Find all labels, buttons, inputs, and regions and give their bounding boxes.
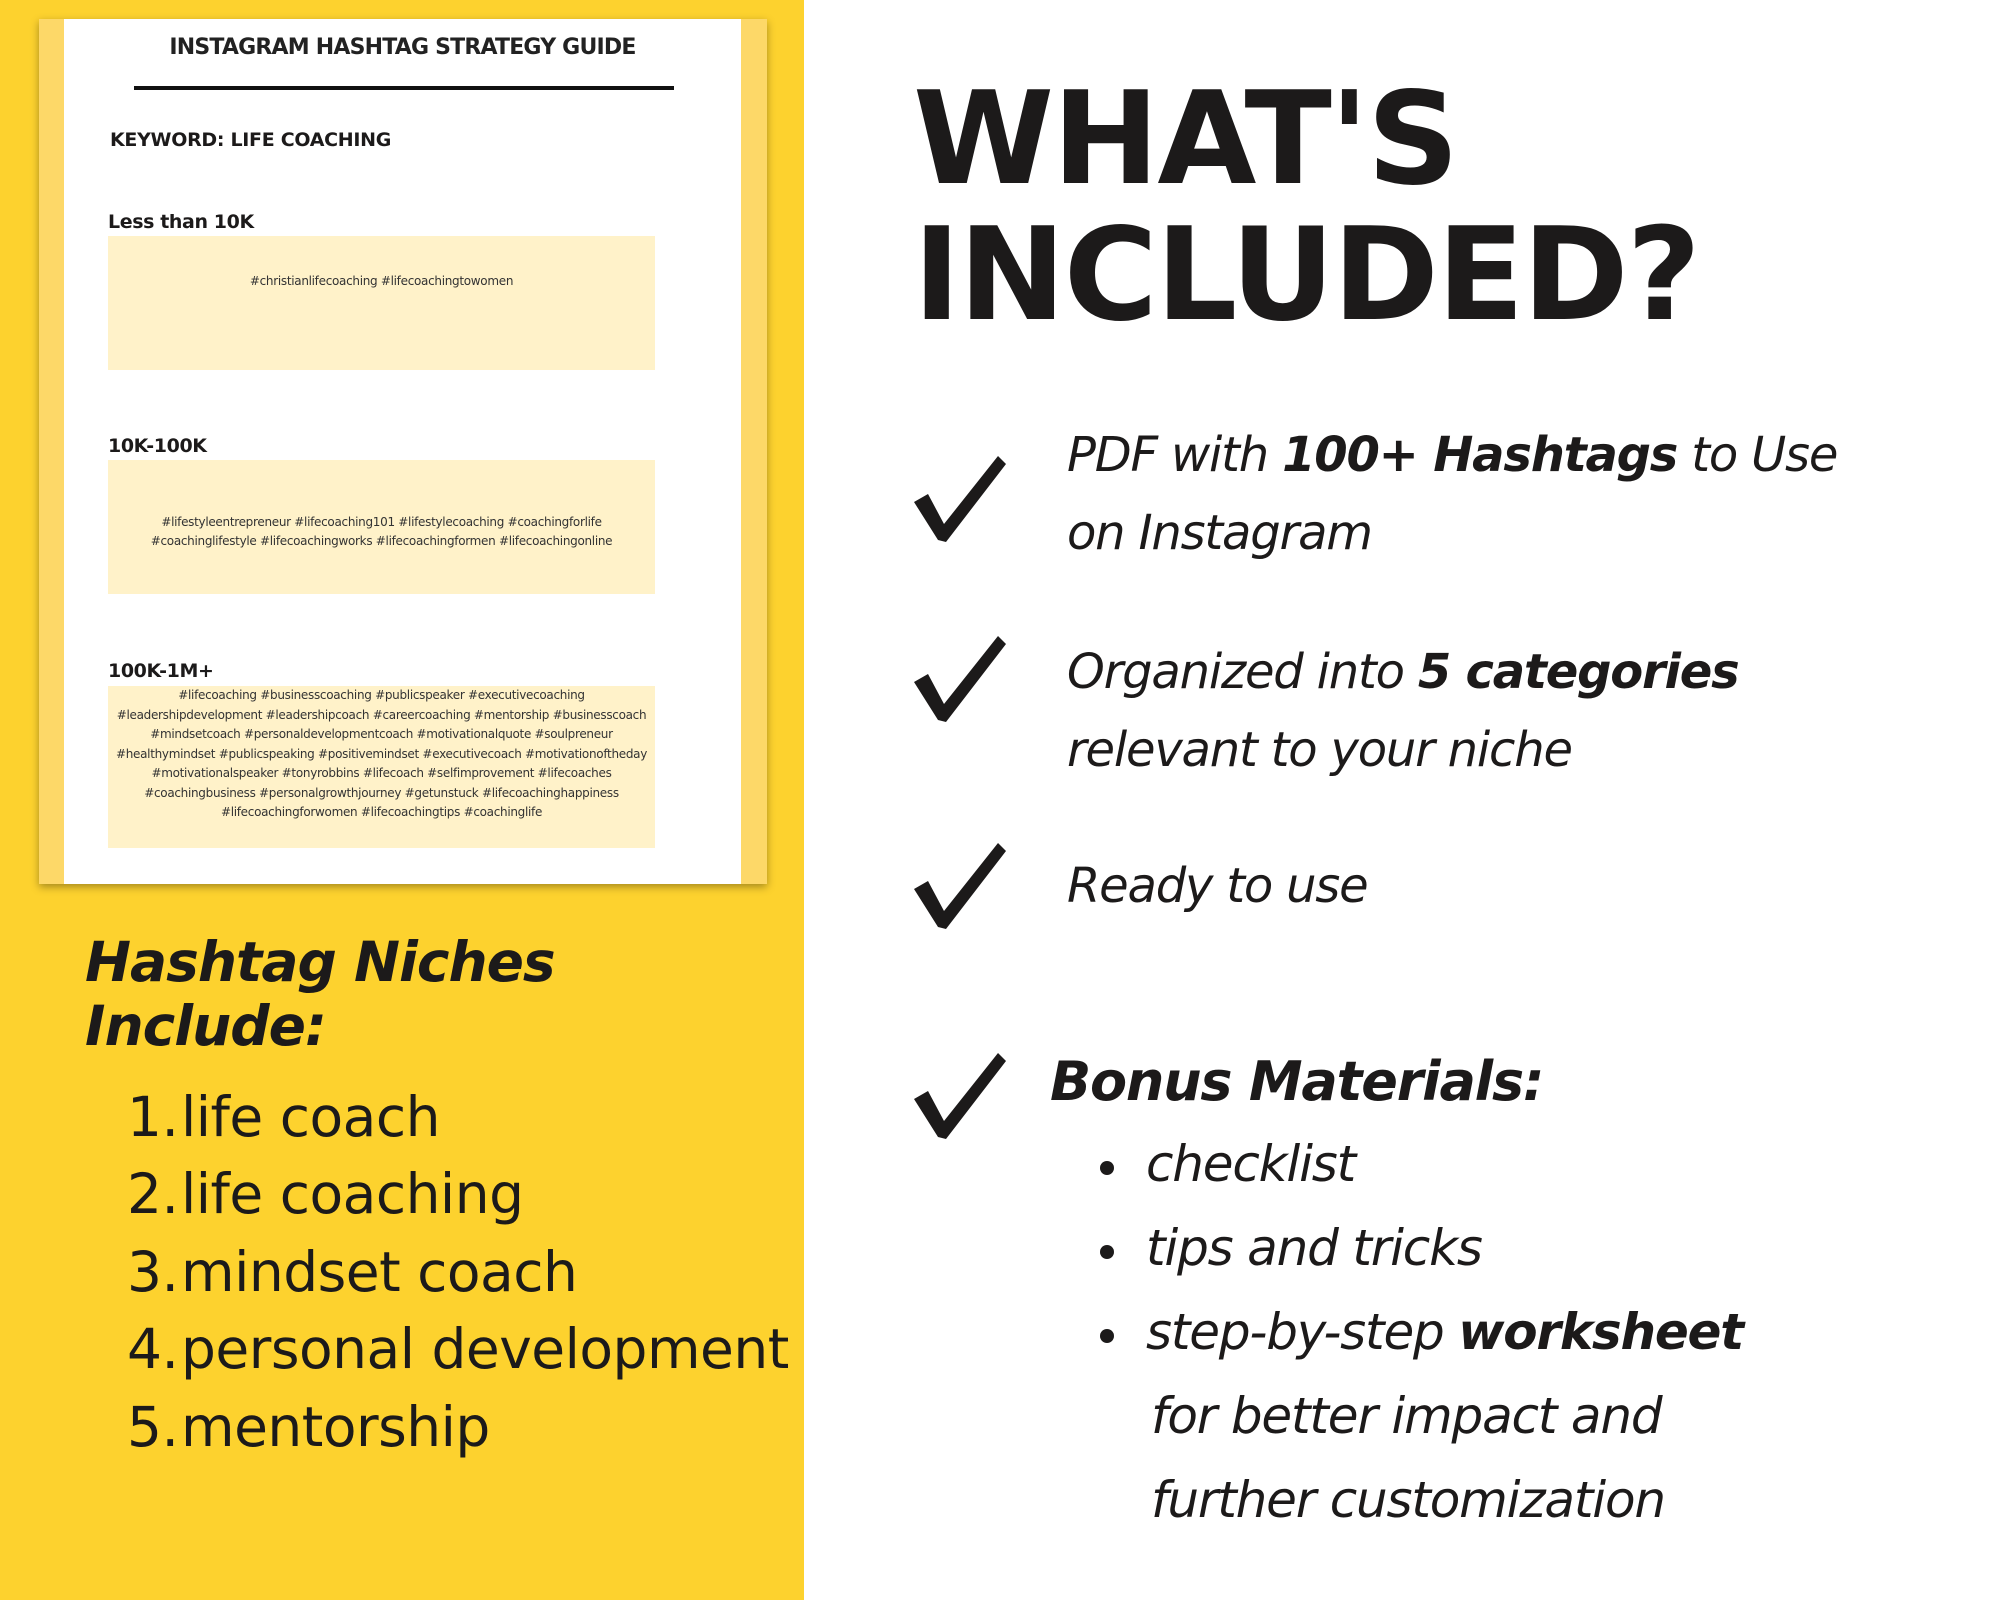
- bonus-title: Bonus Materials:: [1050, 1050, 1544, 1113]
- guide-page: [64, 19, 741, 884]
- niche-label: personal development: [181, 1317, 789, 1381]
- hashtag-box: [108, 236, 655, 370]
- niche-item: [127, 1162, 524, 1226]
- guide-preview: [39, 19, 767, 884]
- niche-item: [127, 1395, 490, 1459]
- hashtag-text: #lifestyleentrepreneur #lifecoaching101 #lifestylecoaching #coachingforlife #coachinglifestyle #lifecoachingworks #lifecoachingformen #lifecoachingonline: [150, 514, 613, 548]
- heading-line-1: WHAT'S: [913, 65, 1458, 214]
- niche-number: 5.: [127, 1395, 179, 1459]
- heading-line-2: INCLUDED?: [913, 201, 1699, 350]
- tier-label: 10K-100K: [108, 435, 207, 457]
- bonus-item-cont: for better impact and: [1151, 1387, 1662, 1445]
- hashtag-box: [108, 686, 655, 848]
- feature-item: Organized into 5 categories relevant to your niche: [1067, 644, 1739, 778]
- bonus-item: checklist: [1100, 1122, 2000, 1206]
- keyword-label: KEYWORD: LIFE COACHING: [110, 129, 392, 151]
- checkmark-icon: [910, 450, 1010, 545]
- bonus-list: [1100, 1122, 2000, 1542]
- bullet-icon: [1100, 1329, 1114, 1343]
- niche-item: [127, 1317, 789, 1381]
- niches-title: Hashtag Niches Include:: [85, 930, 555, 1058]
- bonus-item: tips and tricks: [1100, 1206, 2000, 1290]
- niche-label: mentorship: [181, 1395, 490, 1459]
- niche-number: 4.: [127, 1317, 179, 1381]
- niche-number: 3.: [127, 1240, 179, 1304]
- title-divider: [134, 86, 674, 90]
- bullet-icon: [1100, 1161, 1114, 1175]
- niche-item: [127, 1085, 440, 1149]
- niche-label: life coach: [181, 1085, 440, 1149]
- niche-number: 1.: [127, 1085, 179, 1149]
- bonus-item-cont: further customization: [1151, 1471, 1665, 1529]
- checkmark-icon: [910, 1047, 1010, 1142]
- checkmark-icon: [910, 630, 1010, 725]
- hashtag-text: #lifecoaching #businesscoaching #publicspeaker #executivecoaching #leadershipdevelopment #leadershipcoach #careercoaching #mentorship #businesscoach #mindsetcoach #personaldevelopmentcoach #motivationalquote #soulpreneur #healthymindset #publicspeaking #positivemindset #executivecoach #motivationoftheday #motivationalspeaker #tonyrobbins #lifecoach #selfimprovement #lifecoaches #coachingbusiness #personalgrowthjourney #getunstuck #lifecoachinghappiness #lifecoachingforwomen #lifecoachingtips #coachinglife: [115, 688, 648, 819]
- left-panel: [0, 0, 804, 1600]
- tier-label: 100K-1M+: [108, 660, 214, 682]
- feature-item: PDF with 100+ Hashtags to Use on Instagram: [1067, 427, 1838, 561]
- guide-title: INSTAGRAM HASHTAG STRATEGY GUIDE: [169, 35, 636, 60]
- niche-label: mindset coach: [181, 1240, 578, 1304]
- checkmark-icon: [910, 837, 1010, 932]
- bonus-item: step-by-step worksheet: [1100, 1290, 2000, 1374]
- niche-number: 2.: [127, 1162, 179, 1226]
- bullet-icon: [1100, 1245, 1114, 1259]
- niche-label: life coaching: [181, 1162, 524, 1226]
- hashtag-box: [108, 460, 655, 594]
- tier-label: Less than 10K: [108, 211, 254, 233]
- feature-item: Ready to use: [1067, 858, 1368, 914]
- niche-item: [127, 1240, 577, 1304]
- hashtag-text: #christianlifecoaching #lifecoachingtowomen: [249, 274, 514, 288]
